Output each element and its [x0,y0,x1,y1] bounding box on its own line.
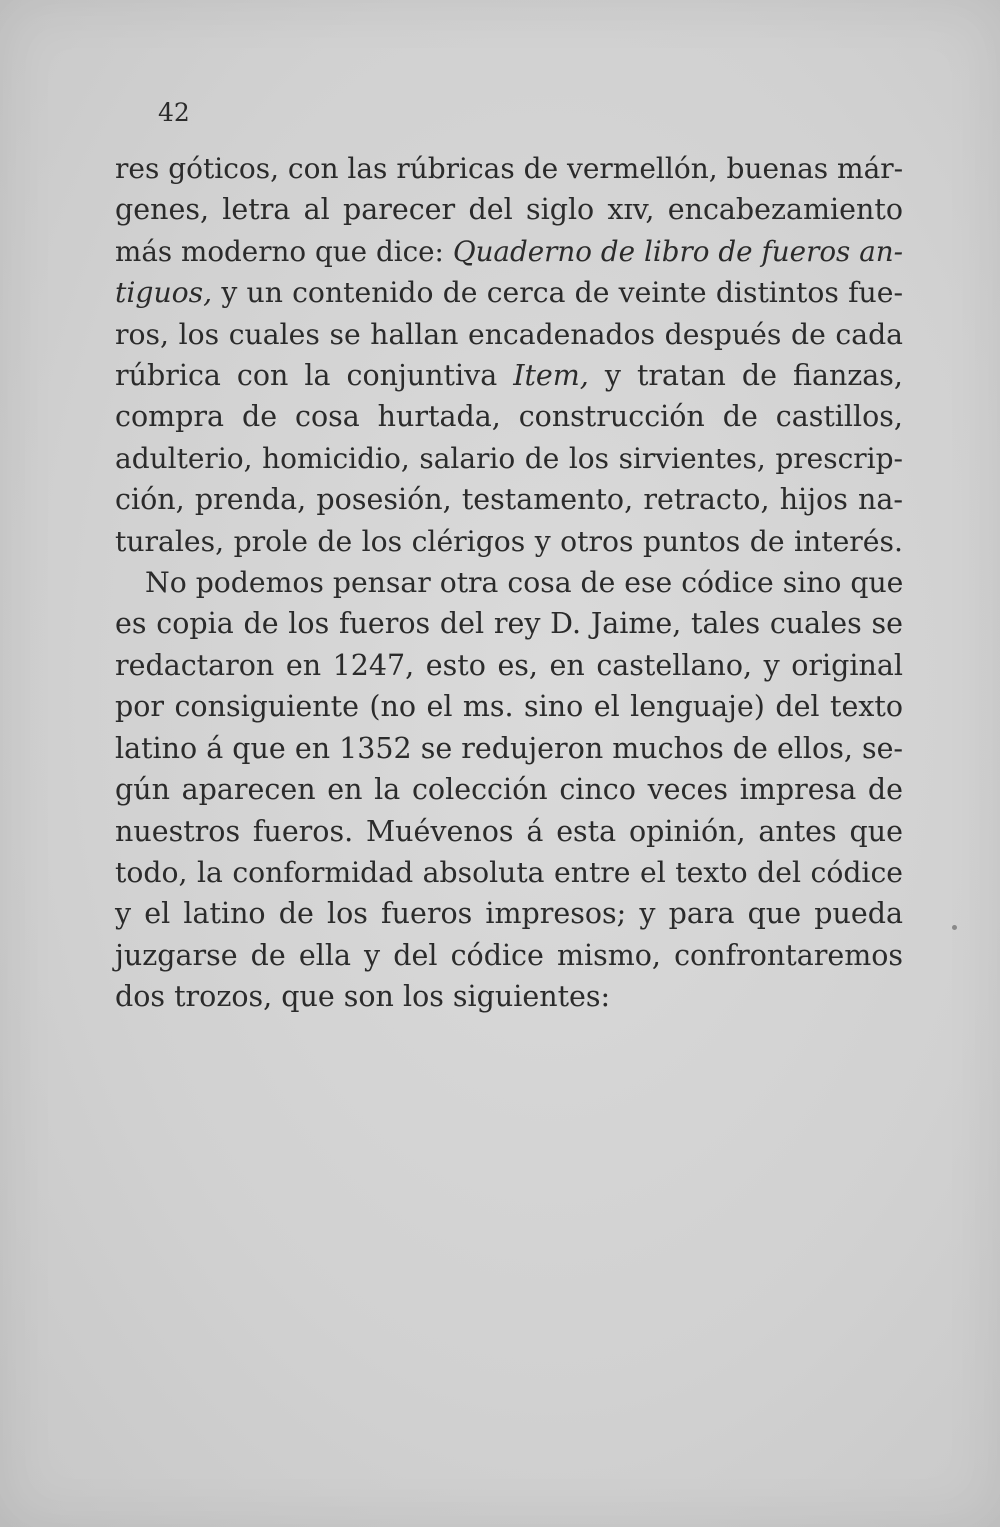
text-line-4: tiguos, y un contenido de cerca de veinte distintos fue- [115,276,903,310]
text-line-15: latino á que en 1352 se redujeron muchos de ellos, se- [115,731,904,765]
text-line-7: compra de cosa hurtada, construcción de castillos, [115,400,903,434]
text-line-3: más moderno que dice: Quaderno de libro de fueros an- [115,234,903,268]
text-line-12: es copia de los fueros del rey D. Jaime, tales cuales se [115,607,903,641]
italic-title-end: tiguos, [115,276,213,310]
text-line-1: res góticos, con las rúbricas de vermellón, buenas már- [115,152,904,185]
text-line-5: ros, los cuales se hallan encadenados después de cada [115,317,903,351]
text-line-17: nuestros fueros. Muévenos á esta opinión, antes que [115,814,903,848]
text-line-11: No podemos pensar otra cosa de ese códice sino que [145,566,904,600]
text-line-21: dos trozos, que son los siguientes: [115,980,611,1014]
italic-title: Quaderno de libro de fueros an- [452,234,903,268]
text-line-16: gún aparecen en la colección cinco veces impresa de [115,773,903,807]
text-line-14: por consiguiente (no el ms. sino el lenguaje) del texto [115,690,903,724]
text-line-20: juzgarse de ella y del códice mismo, confrontaremos [115,938,903,972]
body-text [115,148,903,1018]
text-line-2: genes, letra al parecer del siglo xɪv, encabezamiento [115,193,903,227]
text-line-8: adulterio, homicidio, salario de los sirvientes, prescrip- [115,441,903,475]
text-line-9: ción, prenda, posesión, testamento, retracto, hijos na- [115,483,903,517]
text-line-10: turales, prole de los clérigos y otros puntos de interés. [115,524,903,558]
text-line-6: rúbrica con la conjuntiva Item, y tratan de fianzas, [115,359,903,393]
page-number: 42 [158,98,190,127]
italic-item: Item, [513,359,589,393]
ink-speck [952,925,957,930]
text-line-19: y el latino de los fueros impresos; y para que pueda [115,897,903,931]
text-line-18: todo, la conformidad absoluta entre el texto del códice [115,855,903,889]
text-line-13: redactaron en 1247, esto es, en castellano, y original [115,648,903,682]
